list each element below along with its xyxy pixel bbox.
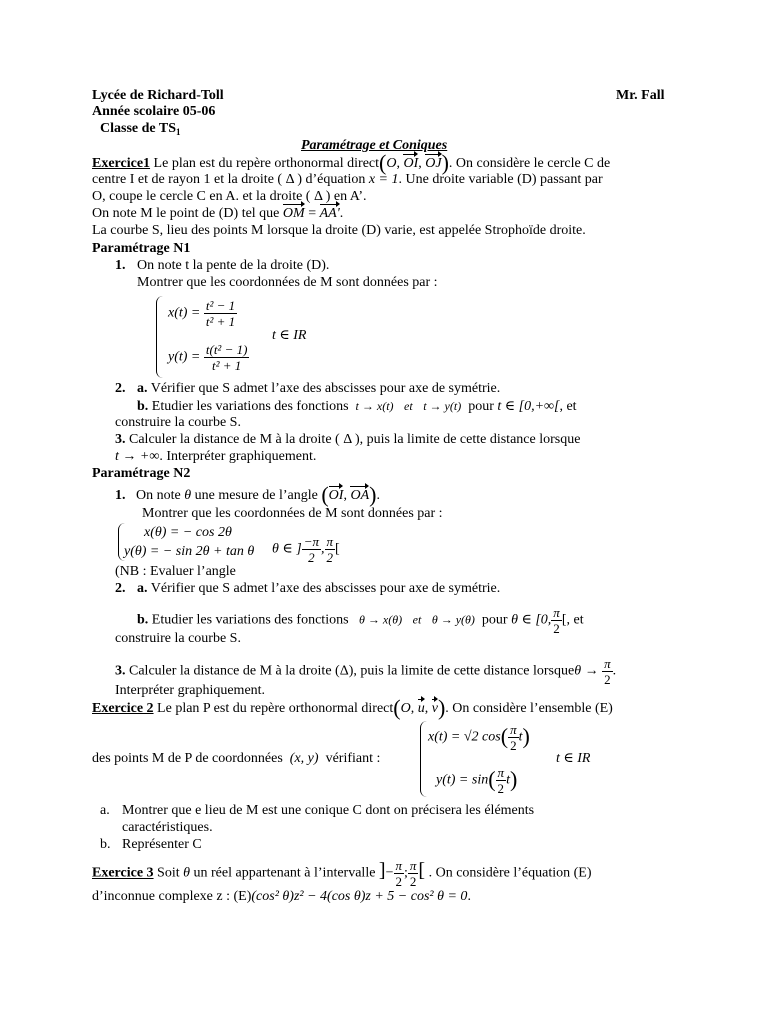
- ex2-line2: des points M de P de coordonnées (x, y) vérifiant :: [92, 751, 381, 766]
- ex1-line5: La courbe S, lieu des points M lorsque la droite (D) varie, est appelée Strophoïde droite.: [92, 223, 586, 238]
- p2-q1: 1. On note θ une mesure de l’angle (OI, OA).: [115, 482, 380, 507]
- p2-q2b-line2: construire la courbe S.: [115, 631, 241, 646]
- p1-domain: t ∈ IR: [272, 328, 307, 343]
- ex2-line1: Exercice 2 Le plan P est du repère orthonormal direct(O, u, v). On considère l’ensemble (E): [92, 695, 613, 720]
- class-name: Classe de $TS_1$: [100, 121, 181, 137]
- ex2-item-b-marker: b.: [100, 837, 111, 852]
- p2-q2-number: 2.: [115, 581, 126, 596]
- ex3-line1: Exercice 3 Soit θ un réel appartenant à l’intervalle ]− $\frac{\pi}{2}$ ; $\frac{\pi}{2}$ [ . On considère l’équation (E): [92, 858, 592, 889]
- ex1-line1: Exercice1 Le plan est du repère orthonormal direct(O, OI, OJ). On considère le cercle C de: [92, 150, 611, 175]
- ex1-line4: On note M le point de (D) tel que OM = AA'.: [92, 206, 344, 221]
- ex2-y-equation: y(t) = sin( $\frac{\pi}{2}$ t): [436, 765, 518, 796]
- p1-q3-line2: t → +∞. Interpréter graphiquement.: [115, 449, 317, 464]
- p2-y-equation: y(θ) = − sin 2θ + tan θ: [124, 544, 255, 559]
- p1-q1-number: 1.: [115, 258, 126, 273]
- ex2-item-b-text: Représenter C: [122, 837, 202, 852]
- ex2-domain: t ∈ IR: [556, 751, 591, 766]
- p1-q2b-line2: construire la courbe S.: [115, 415, 241, 430]
- p2-q1-line2: Montrer que les coordonnées de M sont données par :: [142, 506, 443, 521]
- p1-q1-text2: Montrer que les coordonnées de M sont données par :: [137, 275, 438, 290]
- ex1-line3: O, coupe le cercle C en A. et la droite ( Δ ) en A’.: [92, 189, 367, 204]
- p1-q3: 3. Calculer la distance de M à la droite ( Δ ), puis la limite de cette distance lorsque: [115, 432, 581, 447]
- p2-q3: 3. Calculer la distance de M à la droite (Δ), puis la limite de cette distance lorsqueθ → $\frac{\pi}{2}$ .: [115, 656, 617, 687]
- page-title: Paramétrage et Coniques: [301, 138, 448, 153]
- ex1-line2: centre I et de rayon 1 et la droite ( Δ ) d’équation x = 1. Une droite variable (D) passant par: [92, 172, 603, 187]
- ex3-line2: d’inconnue complexe z : (E)(cos² θ)z² − 4(cos θ)z + 5 − cos² θ = 0.: [92, 889, 471, 904]
- ex2-x-equation: x(t) = √2 cos( $\frac{\pi}{2}$ t): [428, 722, 530, 753]
- ex2-item-a-text: Montrer que e lieu de M est une conique C dont on précisera les éléments: [122, 803, 535, 818]
- teacher-name: Mr. Fall: [616, 88, 665, 103]
- p1-q2b: b. Etudier les variations des fonctions t → x(t) et t → y(t) pour t ∈ [0,+∞[, et: [137, 399, 577, 414]
- p1-system-brace: [156, 296, 163, 378]
- p1-x-equation: x(t) = $\frac{\text{t² − 1}}{\text{t² + 1}}$: [168, 298, 236, 329]
- p2-q2b: b. Etudier les variations des fonctions θ → x(θ) et θ → y(θ) pour θ ∈ [0, $\frac{\pi}{2}$ [, et: [137, 605, 584, 636]
- p1-q2a: a. Vérifier que S admet l’axe des abscisses pour axe de symétrie.: [137, 381, 501, 396]
- school-name: Lycée de Richard-Toll: [92, 88, 224, 103]
- p1-y-equation: y(t) = $\frac{\text{t(t² − 1)}}{\text{t² + 1}}$: [168, 342, 248, 373]
- ex3-label: Exercice 3: [92, 865, 154, 881]
- p1-heading: Paramétrage N1: [92, 241, 191, 256]
- p2-note: (NB : Evaluer l’angle: [115, 564, 236, 579]
- p2-heading: Paramétrage N2: [92, 466, 191, 481]
- p2-domain: θ ∈ ] $\frac{-\pi}{2}$ , $\frac{\pi}{2}$ [: [272, 534, 340, 565]
- school-year: Année scolaire 05-06: [92, 104, 216, 119]
- p2-q2a: a. Vérifier que S admet l’axe des abscisses pour axe de symétrie.: [137, 581, 501, 596]
- ex2-item-a-marker: a.: [100, 803, 110, 818]
- ex2-item-a-text2: caractéristiques.: [122, 820, 213, 835]
- p2-x-equation: x(θ) = − cos 2θ: [144, 525, 232, 540]
- ex1-label: Exercice1: [92, 156, 151, 171]
- ex2-system-brace: [420, 721, 427, 797]
- p1-q1-text: On note t la pente de la droite (D).: [137, 258, 330, 273]
- p1-q2-number: 2.: [115, 381, 126, 396]
- p2-q3-line2: Interpréter graphiquement.: [115, 683, 266, 698]
- ex2-label: Exercice 2: [92, 701, 154, 716]
